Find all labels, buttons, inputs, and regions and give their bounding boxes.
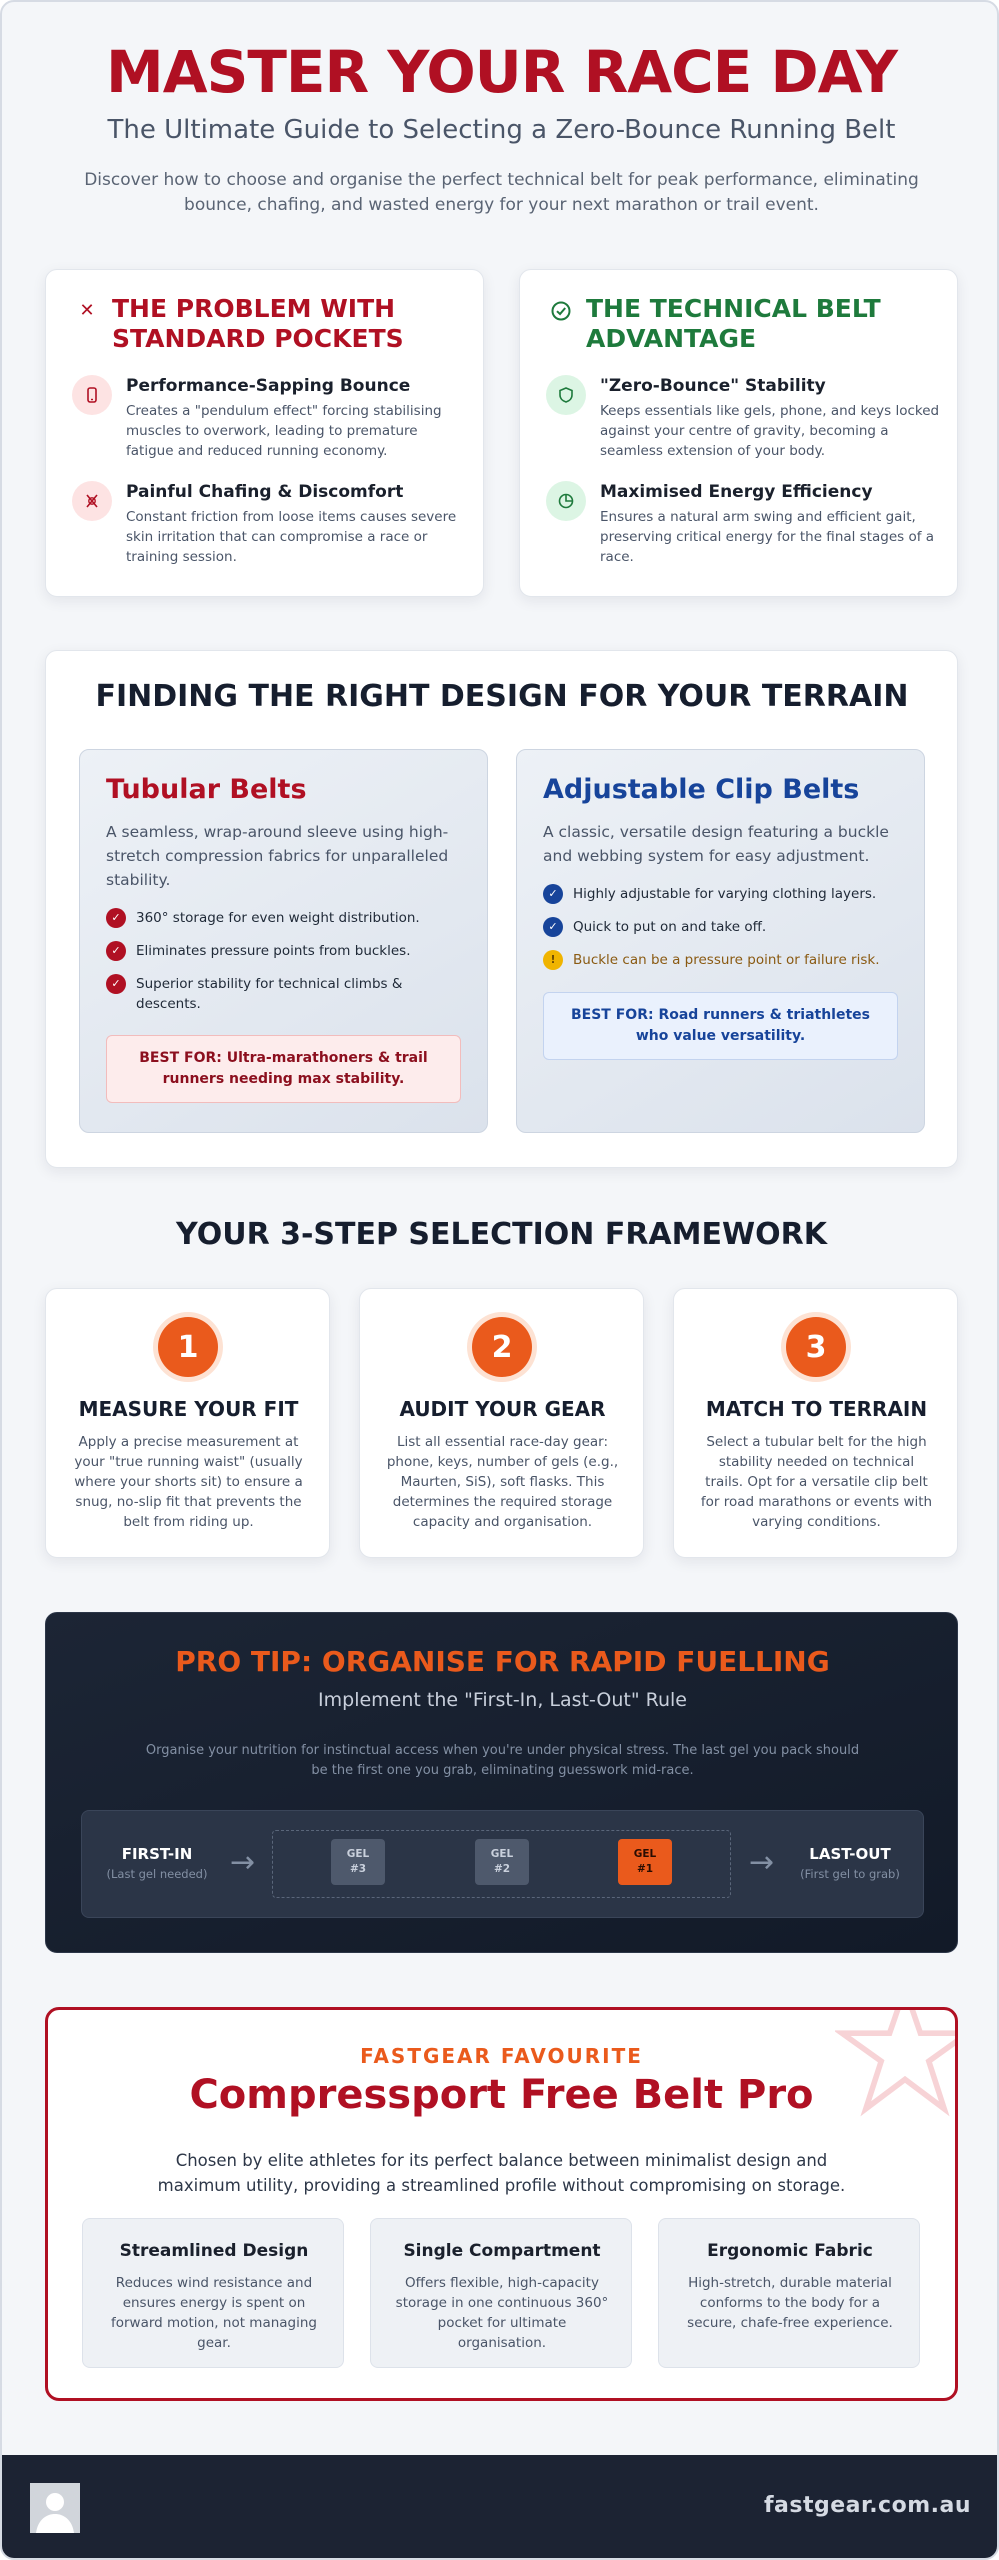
- list-item: ✓ 360° storage for even weight distribution.: [106, 908, 466, 928]
- x-icon: ✕: [79, 300, 95, 321]
- clip-title: Adjustable Clip Belts: [543, 774, 860, 805]
- tubular-belt-panel: [79, 749, 488, 1133]
- gel-1: GEL #1: [618, 1839, 672, 1885]
- user-avatar-icon: [30, 2483, 80, 2533]
- gel-3: GEL #3: [331, 1839, 385, 1885]
- step-number: 1: [158, 1317, 218, 1377]
- problem-item-title: Painful Chafing & Discomfort: [126, 482, 404, 502]
- step-title: MATCH TO TERRAIN: [705, 1397, 928, 1421]
- step-number: 3: [786, 1317, 846, 1377]
- page-subtitle: The Ultimate Guide to Selecting a Zero-Bounce Running Belt: [107, 115, 896, 145]
- check-icon: ✓: [543, 917, 563, 937]
- problem-item-desc: Constant friction from loose items causes severe skin irritation that can compromise a race or training session.: [126, 509, 457, 565]
- problem-item: [72, 375, 466, 461]
- advantage-item-title: "Zero-Bounce" Stability: [600, 376, 826, 396]
- advantage-item-desc: Ensures a natural arm swing and efficient gait, preserving critical energy for the final stages of a race.: [600, 509, 935, 565]
- step-card: [673, 1288, 958, 1558]
- advantage-item-title: Maximised Energy Efficiency: [600, 482, 873, 502]
- pro-tip-title: PRO TIP: ORGANISE FOR RAPID FUELLING: [175, 1645, 830, 1678]
- feature-card: Ergonomic Fabric High-stretch, durable material conforms to the body for a secure, chafe-free experience.: [658, 2218, 920, 2368]
- advantage-card: [519, 269, 958, 597]
- step-desc: Apply a precise measurement at your "true running waist" (usually where your shorts sit) to ensure a snug, no-slip fit that prevents the belt from riding up.: [74, 1434, 303, 1530]
- belt-pocket: [272, 1830, 731, 1898]
- step-card: [359, 1288, 644, 1558]
- clip-belt-panel: [516, 749, 925, 1133]
- advantage-title: THE TECHNICAL BELT ADVANTAGE: [586, 294, 881, 353]
- product-name: Compressport Free Belt Pro: [189, 2072, 814, 2118]
- clip-best-for: BEST FOR: Road runners & triathletes who value versatility.: [543, 992, 898, 1060]
- favourite-kicker: FASTGEAR FAVOURITE: [360, 2044, 643, 2068]
- problem-item-desc: Creates a "pendulum effect" forcing stabilising muscles to overwork, leading to premature fatigue and reduced running economy.: [126, 403, 442, 459]
- product-desc: Chosen by elite athletes for its perfect balance between minimalist design and maximum utility, providing a streamlined profile without compromising on storage.: [157, 2151, 846, 2195]
- terrain-title: FINDING THE RIGHT DESIGN FOR YOUR TERRAIN: [95, 679, 909, 714]
- pro-tip-subtitle: Implement the "First-In, Last-Out" Rule: [318, 1689, 687, 1711]
- tubular-best-for: BEST FOR: Ultra-marathoners & trail runners needing max stability.: [106, 1035, 461, 1103]
- warning-icon: !: [543, 950, 563, 970]
- tubular-desc: A seamless, wrap-around sleeve using high-stretch compression fabrics for unparalleled stability.: [106, 823, 449, 889]
- phone-icon: [72, 375, 112, 415]
- tubular-title: Tubular Belts: [106, 774, 307, 805]
- list-item: ✓ Eliminates pressure points from buckles.: [106, 941, 466, 961]
- step-title: MEASURE YOUR FIT: [78, 1397, 299, 1421]
- gel-2: GEL #2: [475, 1839, 529, 1885]
- problem-card: [45, 269, 484, 597]
- advantage-item: [546, 375, 940, 461]
- pro-tip-desc: Organise your nutrition for instinctual access when you're under physical stress. The last gel you pack should be the first one you grab, eliminating guesswork mid-race.: [145, 1743, 860, 1778]
- last-out-label: LAST-OUT (First gel to grab): [800, 1845, 900, 1881]
- footer: [2, 2455, 999, 2560]
- page-title: MASTER YOUR RACE DAY: [105, 38, 897, 106]
- problem-item-title: Performance-Sapping Bounce: [126, 376, 411, 396]
- framework-title: YOUR 3-STEP SELECTION FRAMEWORK: [176, 1217, 827, 1252]
- first-in-label: FIRST-IN (Last gel needed): [106, 1845, 208, 1881]
- clip-desc: A classic, versatile design featuring a buckle and webbing system for easy adjustment.: [543, 823, 889, 865]
- check-icon: ✓: [106, 974, 126, 994]
- arrow-right-icon: →: [749, 1845, 775, 1880]
- check-circle-icon: [550, 300, 572, 327]
- step-title: AUDIT YOUR GEAR: [399, 1397, 606, 1421]
- step-card: [45, 1288, 330, 1558]
- pro-tip-panel: [45, 1612, 958, 1953]
- problem-item: [72, 481, 466, 567]
- warning-item: ! Buckle can be a pressure point or failure risk.: [543, 950, 903, 970]
- favourite-panel: [45, 2007, 958, 2401]
- chafing-icon: [72, 481, 112, 521]
- step-desc: List all essential race-day gear: phone, keys, number of gels (e.g., Maurten, SiS), soft flasks. This determines the required storage capacity and organisation.: [386, 1434, 619, 1530]
- step-desc: Select a tubular belt for the high stability needed on technical trails. Opt for a versatile clip belt for road marathons or events with varying conditions.: [700, 1434, 933, 1530]
- list-item: ✓ Quick to put on and take off.: [543, 917, 903, 937]
- advantage-item-desc: Keeps essentials like gels, phone, and keys locked against your centre of gravity, becoming a seamless extension of your body.: [600, 403, 940, 459]
- problem-title: THE PROBLEM WITH STANDARD POCKETS: [112, 294, 404, 353]
- arrow-right-icon: →: [230, 1845, 256, 1880]
- list-item: ✓ Highly adjustable for varying clothing layers.: [543, 884, 903, 904]
- step-number: 2: [472, 1317, 532, 1377]
- check-icon: ✓: [106, 941, 126, 961]
- check-icon: ✓: [543, 884, 563, 904]
- pie-chart-icon: [546, 481, 586, 521]
- feature-card: Single Compartment Offers flexible, high-capacity storage in one continuous 360° pocket for ultimate organisation.: [370, 2218, 632, 2368]
- check-icon: ✓: [106, 908, 126, 928]
- advantage-item: [546, 481, 940, 567]
- shield-icon: [546, 375, 586, 415]
- feature-card: Streamlined Design Reduces wind resistance and ensures energy is spent on forward motion, not managing gear.: [82, 2218, 344, 2368]
- site-link[interactable]: fastgear.com.au: [763, 2493, 971, 2518]
- page-intro: Discover how to choose and organise the perfect technical belt for peak performance, eliminating bounce, chafing, and wasted energy for your next marathon or trail event.: [84, 170, 919, 215]
- gel-order-diagram: [81, 1810, 924, 1918]
- terrain-section: [45, 650, 958, 1168]
- list-item: ✓ Superior stability for technical climbs & descents.: [106, 974, 466, 1014]
